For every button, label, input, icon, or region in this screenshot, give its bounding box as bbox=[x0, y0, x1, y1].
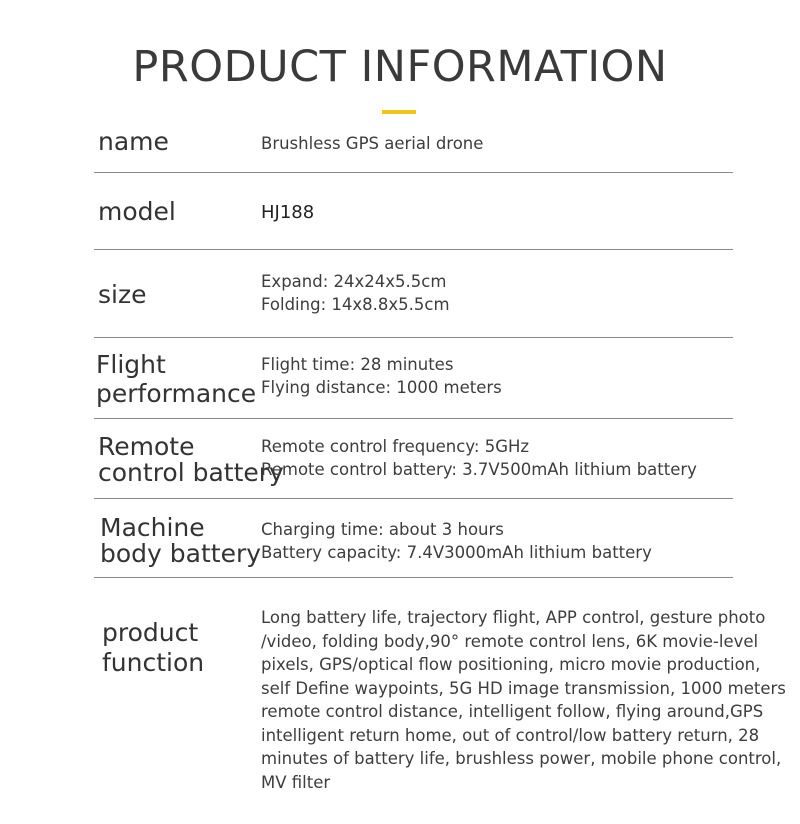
function-line: self Define waypoints, 5G HD image transmission, 1000 meters bbox=[261, 678, 786, 698]
row-divider bbox=[94, 172, 733, 173]
spec-value-remote-battery: Remote control battery: 3.7V500mAh lithium battery bbox=[261, 460, 697, 479]
row-divider bbox=[94, 249, 733, 250]
function-line: /video, folding body,90° remote control lens, 6K movie-level bbox=[261, 631, 759, 651]
spec-row-model bbox=[94, 198, 733, 242]
spec-value-flight-time: Flight time: 28 minutes bbox=[261, 355, 454, 374]
title-accent-bar bbox=[382, 110, 416, 114]
spec-label-name: name bbox=[98, 127, 169, 156]
spec-value-flying-distance: Flying distance: 1000 meters bbox=[261, 378, 502, 397]
row-divider bbox=[94, 337, 733, 338]
spec-value-size-1: Expand: 24x24x5.5cm bbox=[261, 272, 447, 291]
spec-label-machine-2: body battery bbox=[100, 539, 262, 568]
spec-row-name bbox=[94, 128, 733, 172]
spec-label-flight-performance-2: performance bbox=[96, 379, 257, 408]
function-line: pixels, GPS/optical flow positioning, micro movie production, bbox=[261, 655, 761, 674]
function-line: intelligent return home, out of control/low battery return, 28 bbox=[261, 725, 760, 745]
spec-label-remote-1: Remote bbox=[98, 432, 195, 461]
row-divider bbox=[94, 418, 733, 419]
spec-row-machine-body-battery bbox=[94, 513, 733, 573]
spec-value-model: HJ188 bbox=[261, 202, 315, 223]
spec-label-function-2: function bbox=[102, 648, 205, 677]
row-divider bbox=[94, 577, 733, 578]
spec-label-function-1: product bbox=[102, 618, 199, 647]
page-title: PRODUCT INFORMATION bbox=[132, 42, 668, 92]
function-line: Long battery life, trajectory flight, APP control, gesture photo bbox=[261, 608, 766, 627]
spec-value-battery-capacity: Battery capacity: 7.4V3000mAh lithium battery bbox=[261, 543, 652, 562]
spec-value-remote-frequency: Remote control frequency: 5GHz bbox=[261, 437, 530, 456]
spec-label-machine-1: Machine bbox=[100, 513, 205, 542]
function-line: MV filter bbox=[261, 772, 331, 792]
spec-label-remote-2: control battery bbox=[98, 458, 284, 487]
spec-row-flight-performance bbox=[94, 350, 733, 410]
row-divider bbox=[94, 498, 733, 499]
spec-label-flight-performance-1: Flight bbox=[96, 350, 166, 379]
function-line: remote control distance, intelligent follow, flying around,GPS bbox=[261, 702, 764, 721]
function-line: minutes of battery life, brushless power, mobile phone control, bbox=[261, 749, 782, 768]
spec-row-product-function bbox=[94, 604, 786, 804]
spec-row-remote-control-battery bbox=[94, 432, 733, 492]
spec-label-model: model bbox=[98, 197, 176, 226]
spec-value-name: Brushless GPS aerial drone bbox=[261, 134, 484, 153]
spec-label-size: size bbox=[98, 280, 147, 309]
spec-row-size bbox=[94, 268, 733, 328]
spec-value-charging-time: Charging time: about 3 hours bbox=[261, 520, 504, 539]
spec-value-size-2: Folding: 14x8.8x5.5cm bbox=[261, 295, 450, 314]
